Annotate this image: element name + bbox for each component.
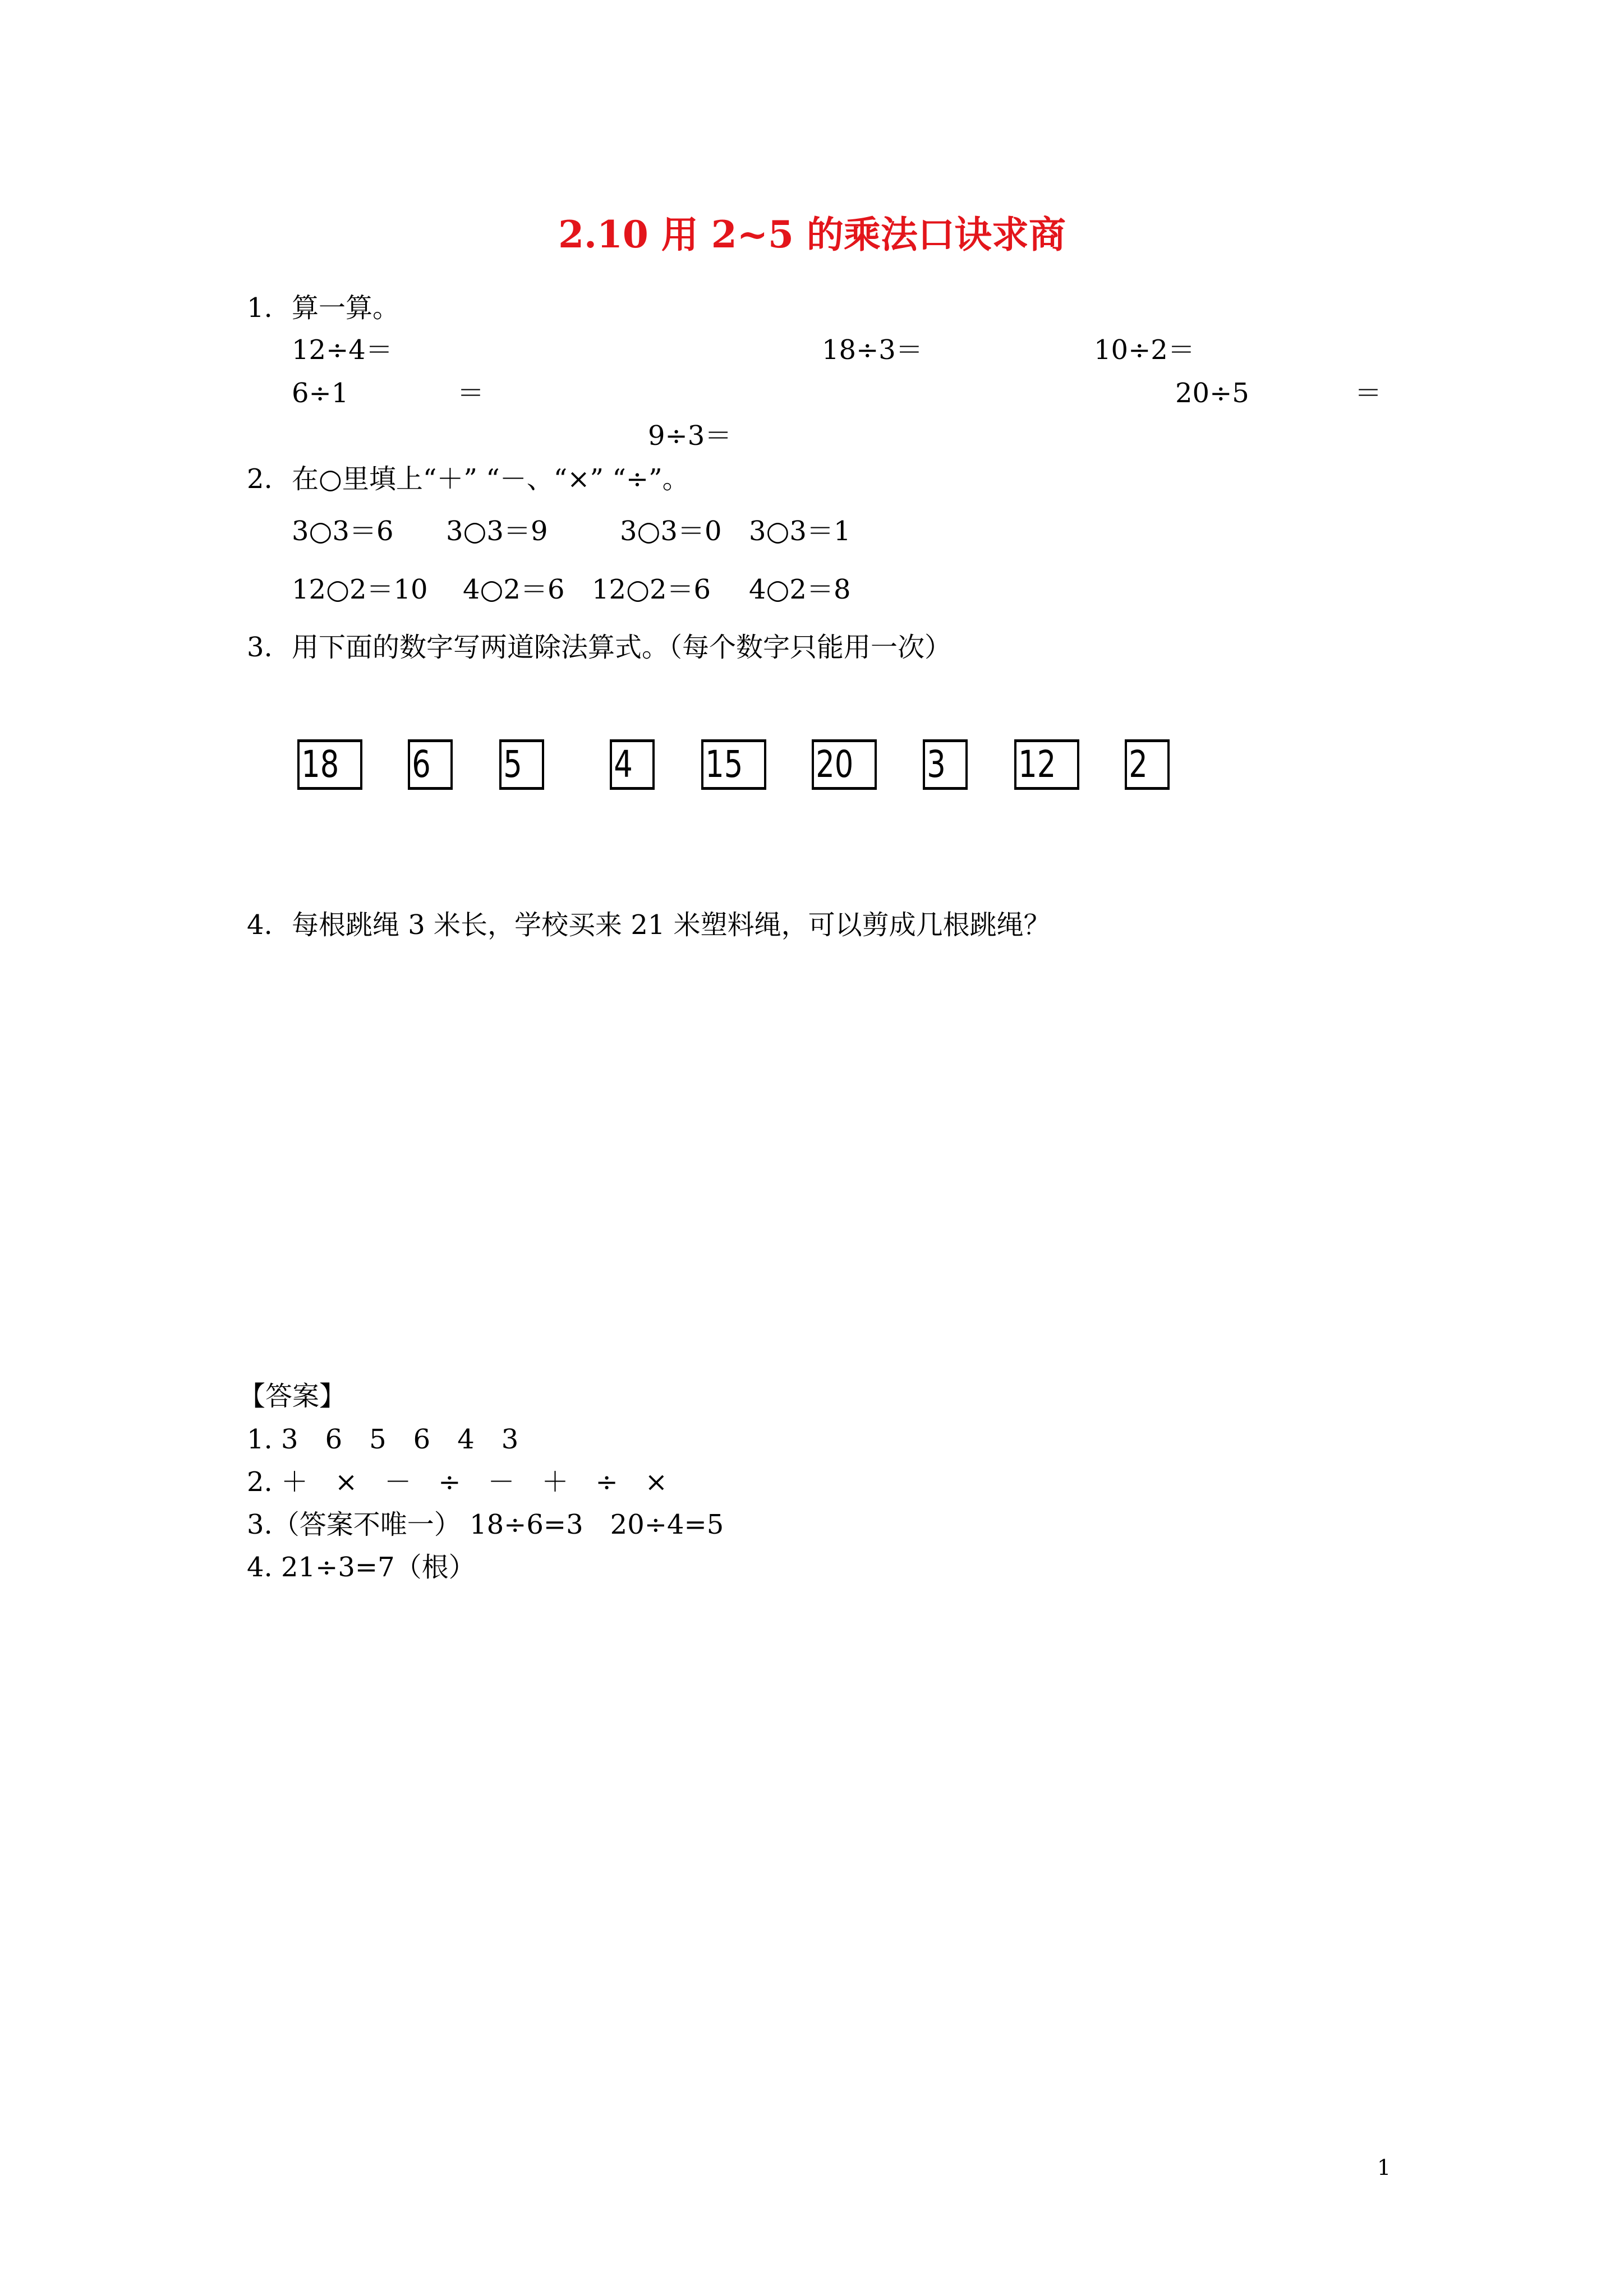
page-title: 2.10 用 2~5 的乘法口诀求商 <box>558 213 1066 256</box>
fill-in-expression: 3○3＝6 <box>292 516 394 547</box>
number-card: 3 <box>923 739 968 790</box>
number-card: 20 <box>812 739 877 790</box>
question-number: 1. <box>247 292 273 324</box>
question-text: 每根跳绳 3 米长，学校买来 21 米塑料绳，可以剪成几根跳绳？ <box>292 909 1051 941</box>
page-number: 1 <box>1377 2155 1391 2180</box>
number-card: 6 <box>408 739 453 790</box>
fill-in-expression: 3○3＝9 <box>446 516 548 547</box>
question-text: 用下面的数字写两道除法算式。（每个数字只能用一次） <box>292 632 952 663</box>
expression: 12÷4＝ <box>292 334 393 366</box>
expression: 9÷3＝ <box>648 420 732 452</box>
number-card: 4 <box>610 739 655 790</box>
expression: ＝ <box>457 378 485 409</box>
question-text: 算一算。 <box>292 292 400 324</box>
answer-line: 2. ＋ × － ÷ － ＋ ÷ × <box>247 1466 668 1498</box>
fill-in-expression: 12○2＝10 <box>292 574 428 605</box>
expression: 18÷3＝ <box>822 334 923 366</box>
fill-in-expression: 4○2＝8 <box>749 574 851 605</box>
number-card: 5 <box>499 739 544 790</box>
number-card: 15 <box>701 739 766 790</box>
question-number: 2. <box>247 463 273 495</box>
answer-heading: 【答案】 <box>238 1381 347 1412</box>
answer-line: 1. 3 6 5 6 4 3 <box>247 1424 519 1455</box>
number-card: 18 <box>297 739 362 790</box>
number-card: 2 <box>1125 739 1170 790</box>
answer-line: 3.（答案不唯一） 18÷6=3 20÷4=5 <box>247 1509 724 1540</box>
fill-in-expression: 3○3＝0 <box>620 516 722 547</box>
expression: ＝ <box>1355 378 1382 409</box>
number-card: 12 <box>1014 739 1079 790</box>
fill-in-expression: 12○2＝6 <box>592 574 711 605</box>
fill-in-expression: 3○3＝1 <box>749 516 851 547</box>
question-text: 在○里填上“＋” “－、“×” “÷”。 <box>292 463 689 495</box>
expression: 10÷2＝ <box>1094 334 1195 366</box>
expression: 6÷1 <box>292 378 349 409</box>
question-number: 3. <box>247 632 273 663</box>
expression: 20÷5 <box>1175 378 1249 409</box>
answer-line: 4. 21÷3=7（根） <box>247 1552 476 1583</box>
question-number: 4. <box>247 909 273 941</box>
fill-in-expression: 4○2＝6 <box>463 574 565 605</box>
